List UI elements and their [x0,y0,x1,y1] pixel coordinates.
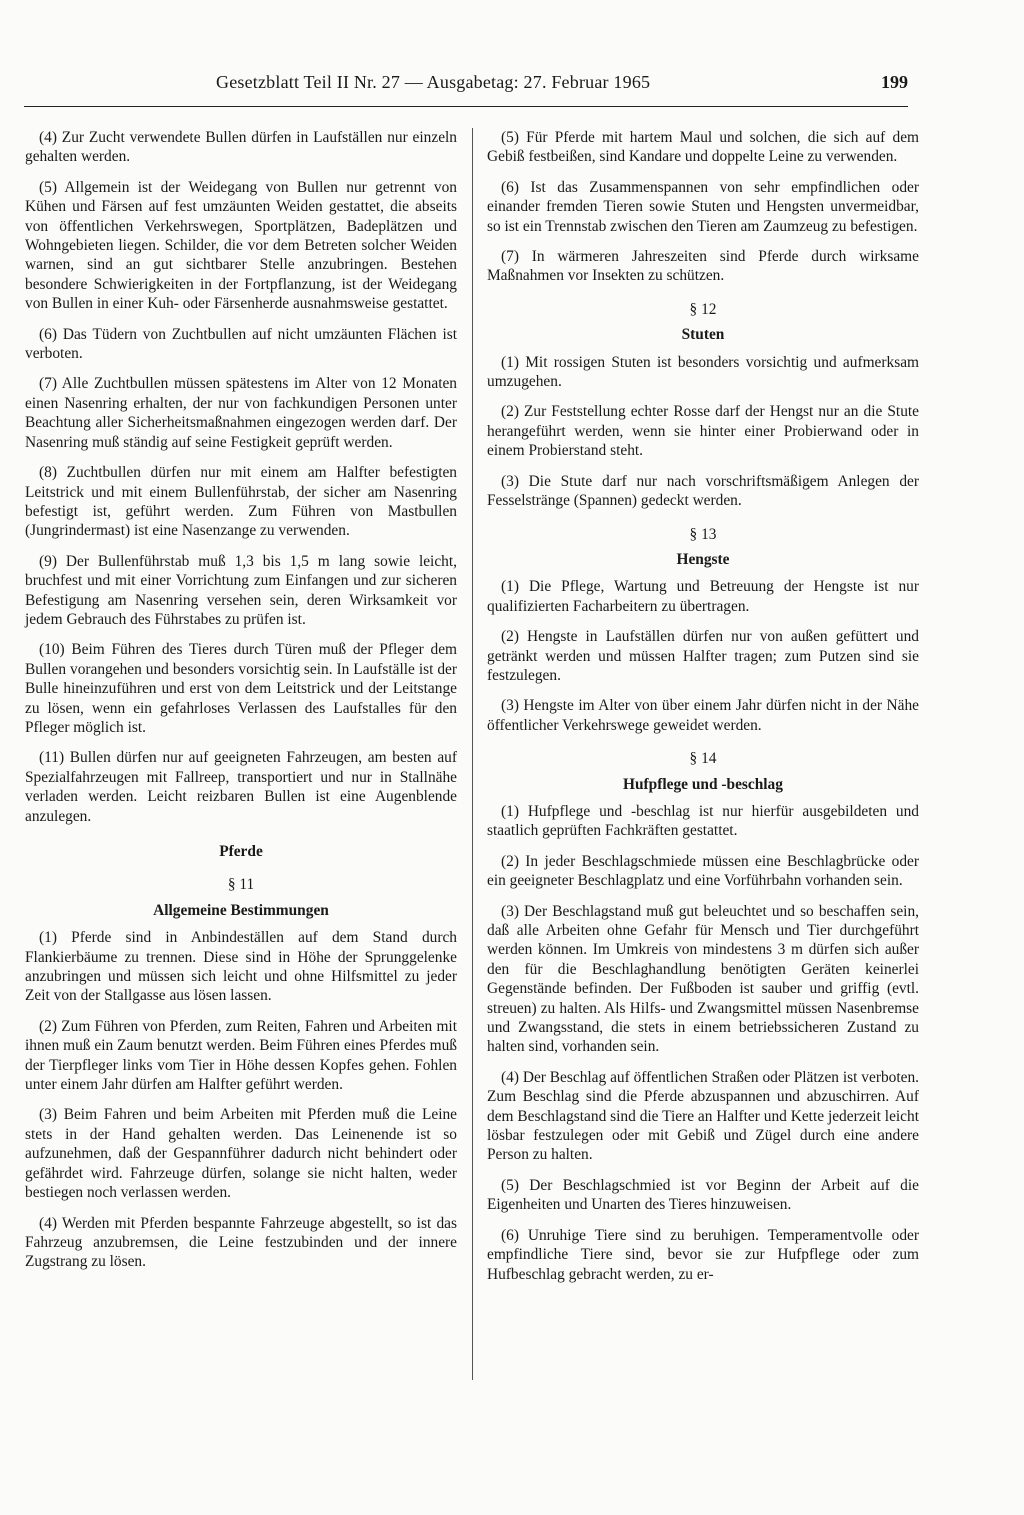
paragraph: (4) Werden mit Pferden bespannte Fahrzeuge abgestellt, so ist das Fahrzeug anzubremsen, die Leine festzubinden und der innere Zugstrang zu lösen. [25,1214,457,1271]
paragraph: (1) Pferde sind in Anbindeställen auf dem Stand durch Flankierbäume zu trennen. Diese sind in Höhe der Sprunggelenke anzubringen und müssen sich leicht und ohne Hilfsmittel zu jeder Zeit von der Stallgasse aus lösen lassen. [25,929,457,1005]
paragraph: (4) Zur Zucht verwendete Bullen dürfen in Laufställen nur einzeln gehalten werden. [25,129,457,166]
paragraph: (6) Ist das Zusammenspannen von sehr empfindlichen oder einander fremden Tieren sowie Stuten und Hengsten unvermeidbar, so ist ein Trennstab zwischen den Tieren am Zaumzeug zu befestigen. [487,178,919,235]
paragraph: (3) Der Beschlagstand muß gut beleuchtet und so beschaffen sein, daß alle Arbeiten ohne Gefahr für Mensch und Tier durchgeführt werden können. Im Umkreis von mindestens 3 m dürfen sich außer den für die Beschlaghandlung benötigten Geräten keinerlei Gegenstände befinden. Der Fußboden ist sauber und griffig (evtl. streuen) zu halten. Als Hilfs- und Zwangsmittel müssen Nasenbremse und Zwangsstand, die stets in einem betriebssicheren Zustand zu halten sind, vorhanden sein. [487,902,919,1056]
paragraph: (3) Die Stute darf nur nach vorschriftsmäßigem Anlegen der Fesselstränge (Spannen) gedeckt werden. [487,472,919,510]
paragraph: (1) Mit rossigen Stuten ist besonders vorsichtig und aufmerksam umzugehen. [487,353,919,391]
page-header [24,72,908,107]
section-number: § 11 [227,876,255,894]
paragraph: (2) In jeder Beschlagschmiede müssen eine Beschlagbrücke oder ein geeigneter Beschlagplatz und eine Vorführbahn vorhanden sein. [487,852,919,890]
paragraph: (5) Allgemein ist der Weidegang von Bullen nur getrennt von Kühen und Färsen auf fest umzäunten Weiden gestattet, die abseits von öffentlichen Verkehrswegen, Sportplätzen, Badeplätzen und Wohngebieten liegen. Schilder, die vor dem Betreten solcher Weiden warnen, sind an gut sichtbarer Stelle anzubringen. Bestehen besondere Schwierigkeiten in der Fortpflanzung, ist der Weidegang von Bullen in einer Kuh- oder Färsenherde ausnahmsweise gestattet. [25,178,457,313]
section-title: Stuten [681,326,725,344]
header-title: Gesetzblatt Teil II Nr. 27 — Ausgabetag: 27. Februar 1965 [216,72,651,92]
column-divider [472,128,473,1380]
paragraph: (1) Hufpflege und -beschlag ist nur hierfür ausgebildeten und staatlich geprüften Fachkräften gestattet. [487,802,919,840]
right-column [487,128,919,1295]
paragraph: (2) Zur Feststellung echter Rosse darf der Hengst nur an die Stute herangeführt werden, wenn sie hinter einer Probierwand oder in einem Probierstand steht. [487,403,919,460]
paragraph: (7) Alle Zuchtbullen müssen spätestens im Alter von 12 Monaten einen Nasenring erhalten, der nur von fachkundigen Personen unter Beachtung aller Sicherheitsmaßnahmen eingezogen werden darf. Der Nasenring muß ständig auf seine Festigkeit geprüft werden. [25,375,457,451]
left-column [25,128,457,1283]
paragraph: (9) Der Bullenführstab muß 1,3 bis 1,5 m lang sowie leicht, bruchfest und mit einer Vorrichtung zum Einfangen und zur sicheren Befestigung am Nasenring versehen sein, deren Wirksamkeit vor jedem Gebrauch des Führstabes zu prüfen ist. [25,552,457,628]
section-number: § 13 [689,525,717,543]
section-number: § 12 [689,300,717,318]
paragraph: (2) Zum Führen von Pferden, zum Reiten, Fahren und Arbeiten mit ihnen muß ein Zaum benutzt werden. Beim Führen eines Pferdes muß der Tierpfleger links vom Tier in Höhe dessen Kopfes gehen. Fohlen unter einem Jahr dürfen am Halfter geführt werden. [25,1017,457,1094]
paragraph: (2) Hengste in Laufställen dürfen nur von außen gefüttert und getränkt werden und müssen Halfter tragen; zum Putzen sind sie festzulegen. [487,628,919,684]
paragraph: (7) In wärmeren Jahreszeiten sind Pferde durch wirksame Maßnahmen vor Insekten zu schützen. [487,248,919,285]
paragraph: (4) Der Beschlag auf öffentlichen Straßen oder Plätzen ist verboten. Zum Beschlag sind die Pferde abzuspannen und abzuschirren. Auf dem Beschlagstand sind die Tiere an Halfter und Kette jederzeit leicht lösbar festzulegen oder mit Gebiß und Zügel durch eine andere Person zu halten. [487,1068,919,1164]
paragraph: (11) Bullen dürfen nur auf geeigneten Fahrzeugen, am besten auf Spezialfahrzeugen mit Fallreep, transportiert und nur in Stallnähe verladen werden. Leicht reizbaren Bullen ist eine Augenblende anzulegen. [25,749,457,825]
paragraph: (5) Der Beschlagschmied ist vor Beginn der Arbeit auf die Eigenheiten und Unarten des Tieres hinzuweisen. [487,1176,919,1214]
paragraph: (1) Die Pflege, Wartung und Betreuung der Hengste ist nur qualifizierten Facharbeitern zu übertragen. [487,578,919,615]
paragraph: (3) Beim Fahren und beim Arbeiten mit Pferden muß die Leine stets in der Hand gehalten werden. Das Leinenende ist so aufzunehmen, daß der Gespannführer dadurch nicht behindert oder gefährdet wird. Fahrzeuge dürfen, solange sie nicht halten, weder bestiegen noch verlassen werden. [25,1106,457,1202]
section-title: Hufpflege und -beschlag [623,775,783,793]
page-number: 199 [881,72,908,92]
paragraph: (3) Hengste im Alter von über einem Jahr dürfen nicht in der Nähe öffentlicher Verkehrswege geweidet werden. [487,697,919,734]
paragraph: (6) Das Tüdern von Zuchtbullen auf nicht umzäunten Flächen ist verboten. [25,325,457,363]
section-title: Allgemeine Bestimmungen [153,901,329,919]
paragraph: (8) Zuchtbullen dürfen nur mit einem am Halfter befestigten Leitstrick und mit einem Bullenführstab, der sicher am Nasenring befestigt ist, geführt werden. Zum Führen von Mastbullen (Jungrindermast) ist eine Nasenzange zu verwenden. [25,464,457,540]
paragraph: (6) Unruhige Tiere sind zu beruhigen. Temperamentvolle oder empfindliche Tiere sind, bevor sie zur Hufpflege oder zum Hufbeschlag gebracht werden, zu er- [487,1226,919,1283]
section-title: Hengste [676,550,730,568]
paragraph: (5) Für Pferde mit hartem Maul und solchen, die sich auf dem Gebiß festbeißen, sind Kandare und doppelte Leine zu verwenden. [487,129,919,166]
paragraph: (10) Beim Führen des Tieres durch Türen muß der Pfleger dem Bullen vorangehen und besonders vorsichtig sein. In Laufställe ist der Bulle hineinzuführen und erst von dem Leitstrick und der Leitstange zu lösen, wenn ein gefahrloses Verlassen des Laufstalles für den Pfleger möglich ist. [25,641,457,736]
section-number: § 14 [689,750,717,768]
group-heading: Pferde [219,843,263,860]
